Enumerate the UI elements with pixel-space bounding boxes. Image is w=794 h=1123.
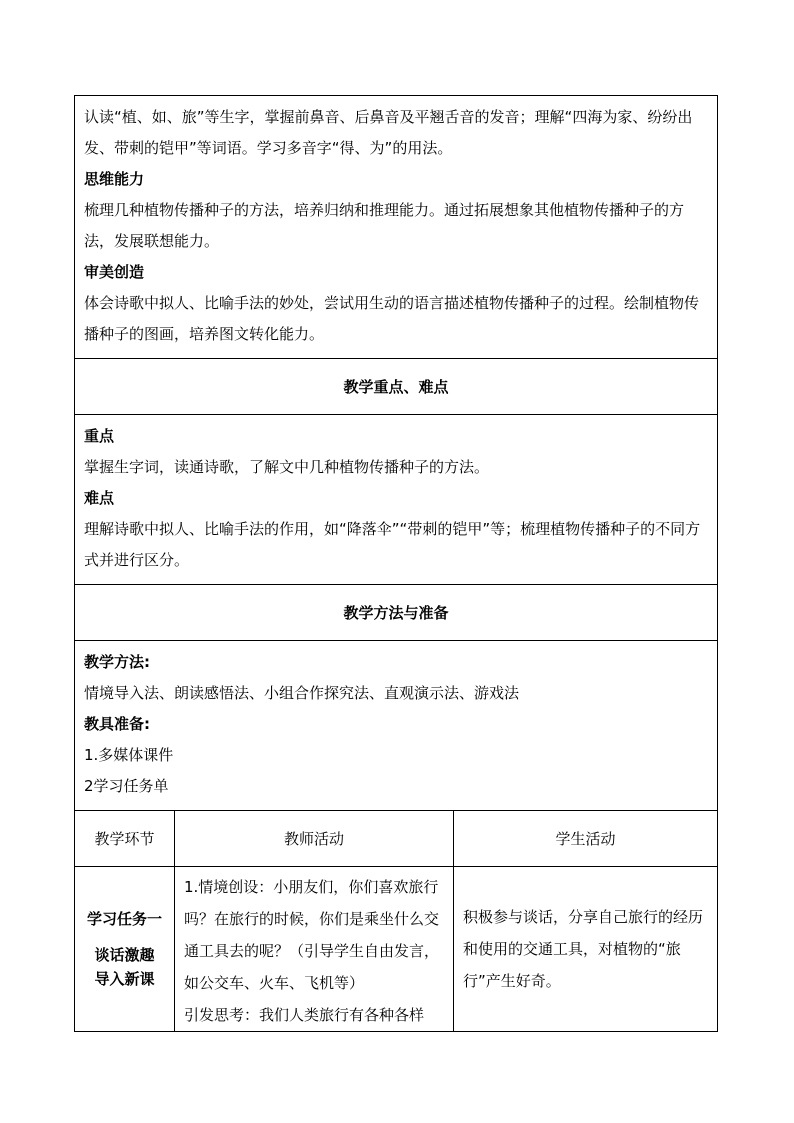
methods-row	[75, 641, 718, 811]
student-activity-cell	[454, 867, 718, 1032]
header-student: 学生活动	[454, 811, 718, 867]
methods-header-row	[75, 585, 718, 641]
task-label: 学习任务一	[86, 910, 162, 928]
objectives-row	[75, 96, 718, 359]
header-stage: 教学环节	[75, 811, 175, 867]
table-row	[75, 867, 718, 1032]
key-points-title: 教学重点、难点	[75, 359, 718, 415]
thinking-text: 梳理几种植物传播种子的方法，培养归纳和推理能力。通过拓展想象其他植物传播种子的方法，发展联想能力。	[84, 201, 685, 250]
teacher-line: 1.情境创设：小朋友们，你们喜欢旅行吗？在旅行的时候，你们是乘坐什么交通工具去的呢？（引导学生自由发言，如公交车、火车、飞机等）	[184, 878, 440, 992]
objectives-cell	[75, 96, 718, 359]
aesthetic-text: 体会诗歌中拟人、比喻手法的妙处，尝试用生动的语言描述植物传播种子的过程。绘制植物传播种子的图画，培养图文转化能力。	[84, 294, 700, 343]
methods-cell	[75, 641, 718, 811]
methods-title: 教学方法与准备	[75, 585, 718, 641]
key-points-cell	[75, 415, 718, 585]
teacher-line: 引发思考：我们人类旅行有各种各样	[184, 1006, 425, 1024]
thinking-heading: 思维能力	[84, 170, 145, 188]
key-points-header-row	[75, 359, 718, 415]
focus-heading: 重点	[84, 427, 115, 445]
lesson-plan-table	[74, 95, 718, 1032]
literacy-text: 认读“植、如、旅”等生字，掌握前鼻音、后鼻音及平翘舌音的发音；理解“四海为家、纷纷出发、带刺的铠甲”等词语。学习多音字“得、为”的用法。	[84, 108, 693, 157]
tool-item: 2学习任务单	[84, 777, 169, 795]
process-header-row	[75, 811, 718, 867]
focus-text: 掌握生字词，读通诗歌，了解文中几种植物传播种子的方法。	[84, 458, 490, 476]
difficulty-heading: 难点	[84, 489, 115, 507]
methods-heading: 教学方法:	[84, 653, 150, 671]
tools-heading: 教具准备:	[84, 715, 150, 733]
difficulty-text: 理解诗歌中拟人、比喻手法的作用，如“降落伞”“带刺的铠甲”等；梳理植物传播种子的不同方式并进行区分。	[84, 520, 701, 569]
teacher-activity-cell	[175, 867, 454, 1032]
task-title: 谈话激趣导入新课	[94, 946, 155, 988]
tool-item: 1.多媒体课件	[84, 746, 174, 764]
student-text: 积极参与谈话，分享自己旅行的经历和使用的交通工具，对植物的“旅行”产生好奇。	[463, 908, 704, 990]
methods-text: 情境导入法、朗读感悟法、小组合作探究法、直观演示法、游戏法	[84, 684, 520, 702]
aesthetic-heading: 审美创造	[84, 263, 145, 281]
key-points-row	[75, 415, 718, 585]
task-stage-cell	[75, 867, 175, 1032]
header-teacher: 教师活动	[175, 811, 454, 867]
